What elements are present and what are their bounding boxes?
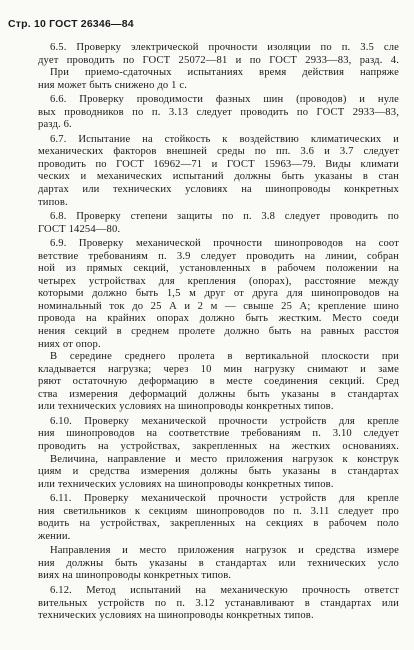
text-line: 6.8. Проверку степени защиты по п. 3.8 следует проводить по — [50, 211, 399, 223]
text-line: ния может быть снижено до 1 с. — [38, 79, 188, 91]
page-header: Стр. 10 ГОСТ 26346—84 — [8, 18, 134, 30]
text-line: ряют остаточную деформацию в месте соединения секций. Сред — [38, 376, 399, 388]
text-line: В середине среднего пролета в вертикальной плоскости при — [50, 351, 399, 363]
text-line: ной из прямых секций, установленных в рабочем положении на — [38, 263, 399, 275]
text-line: провода на крайних опорах должно быть жестким. Место соеди — [38, 313, 399, 325]
text-line: 6.6. Проверку проводимости фазных шин (проводов) и нуле — [50, 94, 399, 106]
text-line: ния светильников к секциям шинопроводов по п. 3.11 следует про — [38, 505, 399, 517]
text-line: ческих и механических испытаний должны быть указаны в стан — [38, 171, 399, 183]
document-body — [38, 42, 399, 623]
text-line: проводить на устройствах, закрепленных на жестких основаниях. — [38, 440, 399, 452]
text-line: 6.11. Проверку механической прочности устройств для крепле — [50, 493, 399, 505]
text-line: 6.5. Проверку электрической прочности изоляции по п. 3.5 сле — [50, 42, 399, 53]
text-line: водить на устройствах, закрепленных на секциях в рабочем поло — [38, 518, 399, 530]
text-line: вых проводников по п. 3.13 следует проводить по ГОСТ 2933—83, — [38, 106, 399, 118]
text-line: четырех устройствах для крепления (опорах), расстояние между — [38, 275, 399, 287]
text-line: Величина, направление и место приложения нагрузок к конструк — [50, 453, 399, 465]
text-line: которыми должно быть 1,5 м друг от друга для шинопроводов на — [38, 288, 399, 300]
text-line: 6.12. Метод испытаний на механическую прочность ответст — [50, 584, 399, 596]
text-line: типов. — [38, 196, 68, 208]
text-line: ния должны быть указаны в стандартах или технических усло — [38, 557, 399, 569]
text-line: 6.10. Проверку механической прочности устройств для крепле — [50, 415, 399, 427]
text-line: дует проводить по ГОСТ 25072—81 и по ГОСТ 2933—83, разд. 4. — [38, 54, 399, 66]
text-line: нения секций в среднем пролете должно быть на равных расстоя — [38, 326, 399, 338]
text-line: ветствие требованиям п. 3.9 следует проводить на линии, собран — [38, 250, 399, 262]
text-line: технических условиях на шинопроводы конкретных типов. — [38, 610, 314, 622]
text-line: При приемо-сдаточных испытаниях время действия напряже — [50, 67, 399, 79]
text-line: циям и средства измерения должны быть указаны в стандартах — [38, 466, 399, 478]
text-line: вительных устройств по п. 3.12 устанавливают в стандартах или — [38, 597, 399, 609]
text-line: дартах или технических условиях на шинопроводы конкретных — [38, 184, 399, 196]
text-line: ниях от опор. — [38, 338, 101, 350]
text-line: механических факторов внешней среды по пп. 3.6 и 3.7 следует — [38, 146, 399, 158]
text-line: разд. 6. — [38, 119, 72, 131]
text-line: номинальный ток до 25 А и 2 м — свыше 25 А; крепление шино — [38, 300, 399, 312]
text-line: или технических условиях на шинопроводы конкретных типов. — [38, 401, 334, 413]
text-line: 6.7. Испытание на стойкость к воздействию климатических и — [50, 133, 399, 145]
text-line: Направления и место приложения нагрузок и средства измере — [50, 545, 399, 557]
text-line: 6.9. Проверку механической прочности шинопроводов на соот — [50, 238, 399, 250]
text-line: ГОСТ 14254—80. — [38, 223, 121, 235]
text-line: проводить по ГОСТ 16962—71 и ГОСТ 15963—79. Виды климати — [38, 158, 399, 170]
text-line: жении. — [38, 530, 71, 542]
text-line: виях на шинопроводы конкретных типов. — [38, 570, 232, 582]
text-line: кладывается нагрузка; через 10 мин нагрузку снимают и заме — [38, 363, 399, 375]
text-line: или технических условиях на шинопроводы конкретных типов. — [38, 478, 334, 490]
text-line: ства измерения деформаций должны быть указаны в стандартах — [38, 388, 399, 400]
text-line: ния шинопроводов на соответствие требованиям п. 3.10 следует — [38, 428, 399, 440]
